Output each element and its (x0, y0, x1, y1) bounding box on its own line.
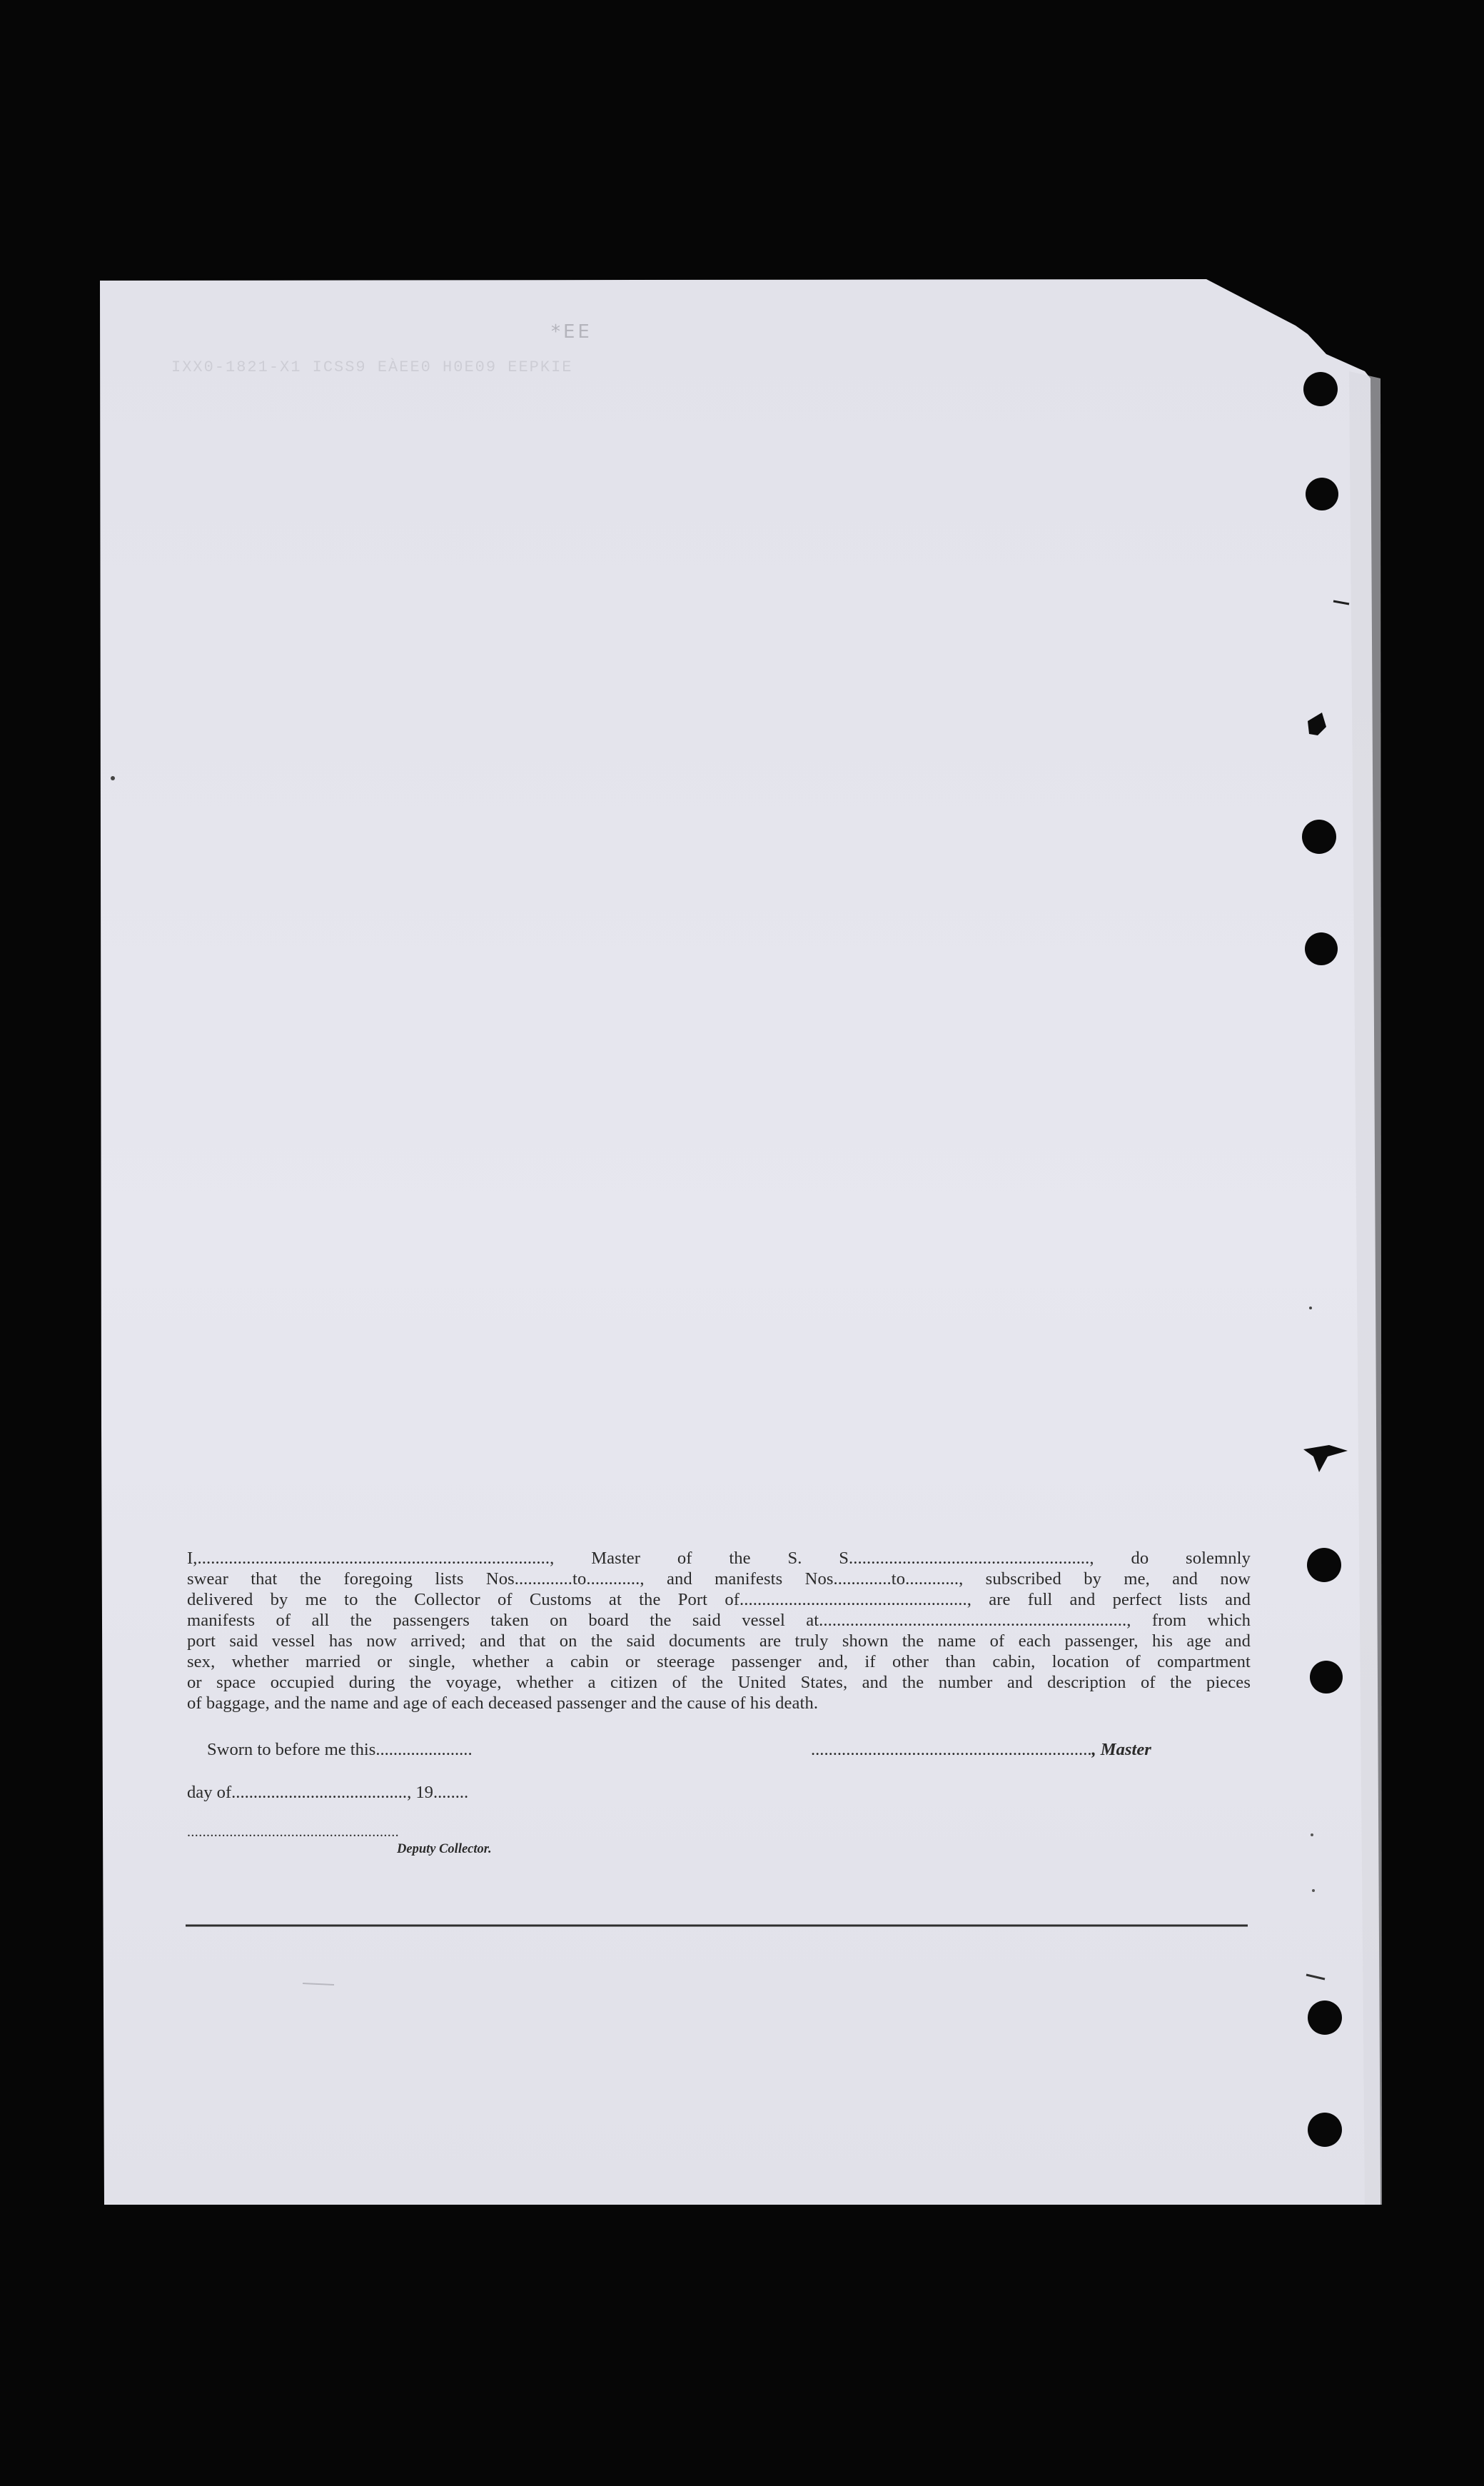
deputy-collector-signature-dots: ....................................................... (187, 1824, 399, 1840)
paper-outline (100, 279, 1380, 2205)
day-of-line: day of........................................, 19........ (187, 1783, 469, 1802)
punch-hole (1308, 2001, 1342, 2035)
oath-line: manifests of all the passengers taken on board the said vessel at....................................................................., from which (187, 1611, 1251, 1630)
oath-line: I,..............................................................................., Master of the S. S......................................................, do solemnly (187, 1549, 1251, 1568)
punch-hole (1305, 932, 1338, 965)
master-signature-line (811, 1740, 1151, 1760)
oath-line: port said vessel has now arrived; and that on the said documents are truly shown the name of each passenger, his age and (187, 1631, 1251, 1651)
faint-header-bleedthrough: IXX0-1821-X1 ICSS9 EÀEE0 H0E09 EEPKIE (171, 358, 573, 376)
deputy-collector-label: Deputy Collector. (397, 1842, 492, 1856)
punch-hole (1307, 1548, 1341, 1582)
oath-paragraph (187, 1548, 1251, 1713)
oath-line: delivered by me to the Collector of Customs at the Port of..................................................., are full and perfect lists and (187, 1590, 1251, 1609)
blemish (1312, 1889, 1315, 1892)
punch-hole (1303, 372, 1338, 406)
blemish (1311, 1833, 1313, 1836)
master-label: , Master (1091, 1740, 1151, 1759)
oath-line: of baggage, and the name and age of each deceased passenger and the cause of his death. (187, 1694, 819, 1713)
punch-hole (1306, 478, 1338, 510)
faint-stamp: *EE (551, 321, 592, 343)
master-signature-dots: ................................................................ (811, 1740, 1092, 1759)
sworn-before-line: Sworn to before me this...................... (207, 1740, 473, 1759)
oath-line: swear that the foregoing lists Nos.............to............, and manifests Nos.............to............, subscribed by me, and now (187, 1569, 1251, 1589)
blemish (1309, 1307, 1312, 1309)
blemish (111, 776, 115, 780)
punch-hole (1308, 2113, 1342, 2147)
oath-line: sex, whether married or single, whether a cabin or steerage passenger and, if other than cabin, location of compartment (187, 1652, 1251, 1671)
punch-hole (1310, 1661, 1343, 1694)
punch-hole (1302, 820, 1336, 854)
oath-line: or space occupied during the voyage, whether a citizen of the United States, and the number and description of the pieces (187, 1673, 1251, 1692)
